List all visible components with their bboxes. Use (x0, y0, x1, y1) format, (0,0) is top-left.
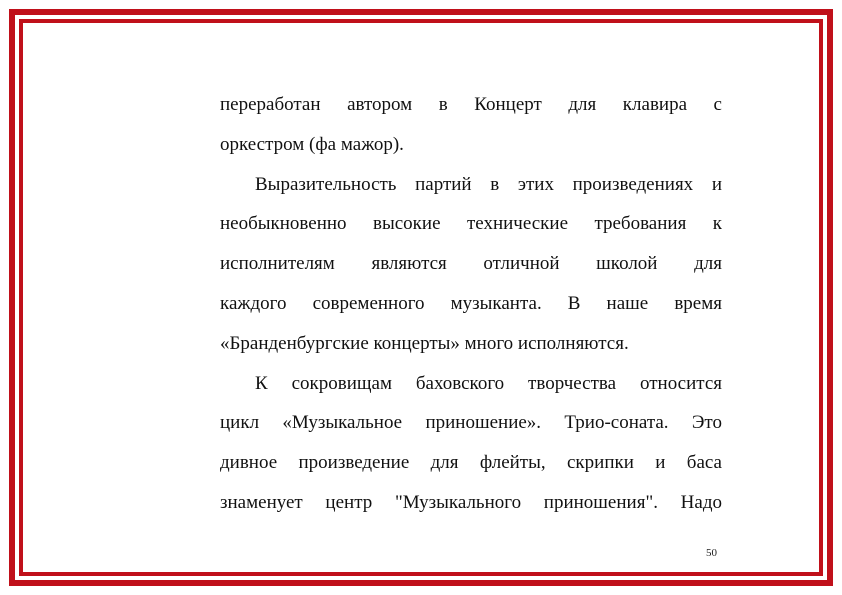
page-number: 50 (706, 547, 717, 559)
text-line: Выразительность партий в этих произведениях и (255, 173, 722, 195)
text-line: исполнителям являются отличной школой для (220, 253, 722, 275)
text-line: каждого современного музыканта. В наше время (220, 292, 722, 314)
body-text (220, 85, 722, 523)
text-line: переработан автором в Концерт для клавира с (220, 94, 722, 115)
text-line: «Бранденбургские концерты» много исполняются. (220, 332, 629, 354)
text-line: дивное произведение для флейты, скрипки и баса (220, 452, 722, 474)
text-line: знаменует центр "Музыкального приношения". Надо (220, 491, 722, 513)
text-line: К сокровищам баховского творчества относится (255, 372, 722, 394)
text-line: цикл «Музыкальное приношение». Трио-соната. Это (220, 412, 722, 434)
text-line: необыкновенно высокие технические требования к (220, 213, 722, 235)
text-line: оркестром (фа мажор). (220, 133, 404, 155)
